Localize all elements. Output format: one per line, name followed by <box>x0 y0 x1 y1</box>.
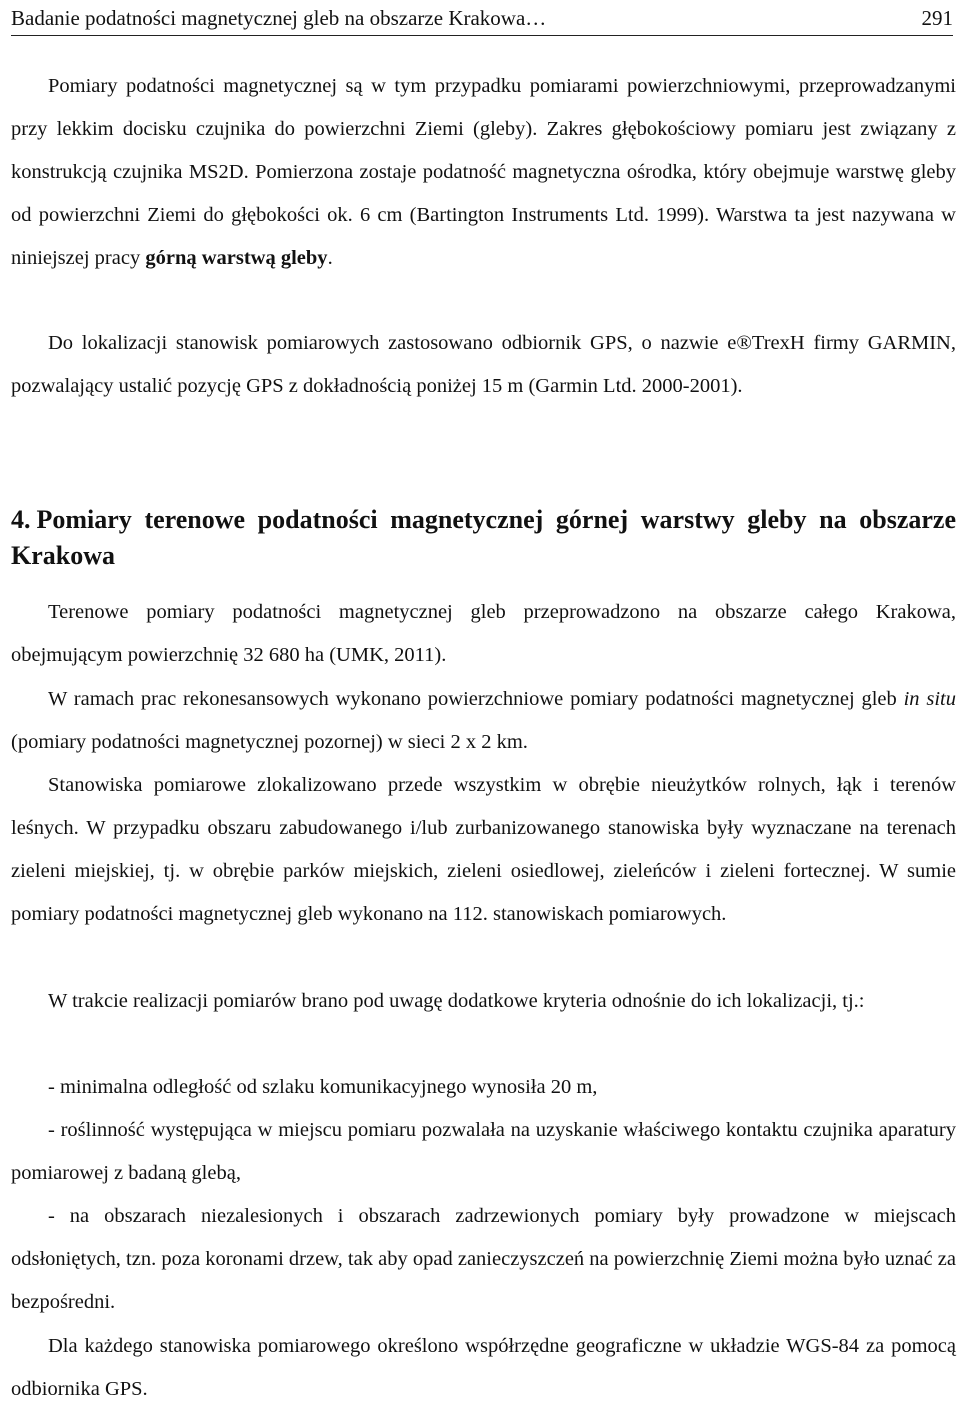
bold-term: górną warstwą gleby <box>145 247 328 269</box>
page-number: 291 <box>921 6 953 30</box>
running-header-title: Badanie podatności magnetycznej gleb na obszarze Krakowa… <box>11 6 547 30</box>
criteria-item: - roślinność występująca w miejscu pomiaru pozwalała na uzyskanie właściwego kontaktu czujnika aparatury pomiarowej z badaną glebą, <box>11 1119 956 1184</box>
paragraph-text: W ramach prac rekonesansowych wykonano powierzchniowe pomiary podatności magnetycznej gleb <box>48 688 904 710</box>
italic-term: in situ <box>903 688 956 710</box>
paragraph-text: Pomiary podatności magnetycznej są w tym przypadku pomiarami powierzchniowymi, przeprowadzanymi przy lekkim docisku czujnika do powierzchni Ziemi (gleby). Zakres głębokościowy pomiaru jest związany z konstrukcją czujnika MS2D. Pomierzona zostaje podatność magnetyczna ośrodka, który obejmuje warstwę gleby od powierzchni Ziemi do głębokości ok. 6 cm (Bartington Instruments Ltd. 1999). Warstwa ta jest nazywana w niniejszej pracy <box>11 75 956 269</box>
paragraph-coordinates: Dla każdego stanowiska pomiarowego określono współrzędne geograficzne w układzie WGS-84 za pomocą odbiornika GPS. <box>11 1335 956 1400</box>
paragraph-site-locations: Stanowiska pomiarowe zlokalizowano przede wszystkim w obrębie nieużytków rolnych, łąk i terenów leśnych. W przypadku obszaru zabudowanego i/lub zurbanizowanego stanowiska były wyznaczane na terenach zieleni miejskiej, tj. w obrębie parków miejskich, zieleni osiedlowej, zieleńców i zieleni fortecznej. W sumie pomiary podatności magnetycznej gleb wykonano na 112. stanowiskach pomiarowych. <box>11 774 956 925</box>
criteria-item: - na obszarach niezalesionych i obszarach zadrzewionych pomiary były prowadzone w miejscach odsłoniętych, tzn. poza koronami drzew, tak aby opad zanieczyszczeń na powierzchnię Ziemi można było uznać za bezpośredni. <box>11 1205 956 1313</box>
section-number: 4. <box>11 505 31 534</box>
paragraph-criteria-intro: W trakcie realizacji pomiarów brano pod uwagę dodatkowe kryteria odnośnie do ich lokalizacji, tj.: <box>48 990 865 1012</box>
paragraph-reconnaissance <box>11 678 956 764</box>
paragraph-text: . <box>327 247 333 269</box>
paragraph-gps: Do lokalizacji stanowisk pomiarowych zastosowano odbiornik GPS, o nazwie e®TrexH firmy GARMIN, pozwalający ustalić pozycję GPS z dokładnością poniżej 15 m (Garmin Ltd. 2000-2001). <box>11 332 956 397</box>
paragraph-measurement-method <box>11 65 956 280</box>
paragraph-field-measurements: Terenowe pomiary podatności magnetycznej gleb przeprowadzono na obszarze całego Krakowa, obejmującym powierzchnię 32 680 ha (UMK, 2011). <box>11 601 956 666</box>
criteria-item: - minimalna odległość od szlaku komunikacyjnego wynosiła 20 m, <box>48 1076 598 1098</box>
paragraph-text: (pomiary podatności magnetycznej pozornej) w sieci 2 x 2 km. <box>11 731 528 753</box>
running-header <box>11 3 953 36</box>
section-heading <box>11 502 956 574</box>
section-title: Pomiary terenowe podatności magnetycznej górnej warstwy gleby na obszarze Krakowa <box>11 505 956 570</box>
